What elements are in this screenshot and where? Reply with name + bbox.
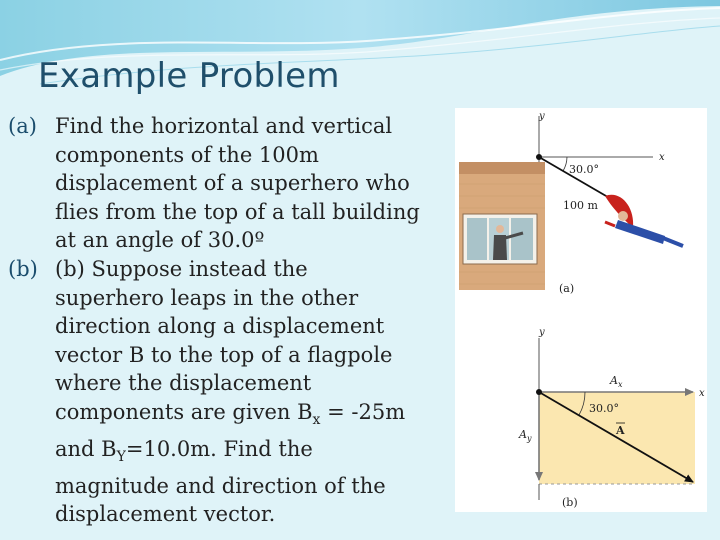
item-text-a: Find the horizontal and vertical components of the 100m displacement of a superhero who flies from the top of a tall building at an angle of 30.0º (55, 114, 420, 253)
ay-label: $A_y$ (519, 428, 532, 443)
angle-label-a: 30.0° (569, 163, 599, 176)
angle-label-b: 30.0° (589, 402, 619, 415)
physics-figure (455, 108, 707, 512)
problem-item-b (8, 255, 428, 529)
figure-a (459, 111, 683, 295)
x-axis-label-b: x (699, 388, 705, 399)
item-text-b-part3: =10.0m. Find the magnitude and direction of the displacement vector. (55, 436, 386, 527)
problem-list (8, 112, 428, 529)
caption-b: (b) (562, 496, 578, 509)
item-text-b-part1: (b) Suppose instead the superhero leaps in the other direction along a displacement vector B to the top of a flagpole where the displacement components are given B (55, 256, 393, 424)
subscript-y: Y (116, 448, 126, 465)
item-label-a: (a) (8, 114, 37, 138)
y-axis-label-b: y (539, 327, 545, 338)
superhero-illustration (605, 195, 683, 246)
item-text-b-part2: = -25m and B (55, 399, 406, 461)
x-axis-label-a: x (659, 152, 665, 163)
problem-item-a (8, 112, 428, 255)
figure-panel (455, 108, 707, 512)
ax-label: $A_x$ (610, 374, 623, 389)
y-axis-label-a: y (539, 111, 545, 122)
angle-arc-a (563, 157, 567, 171)
caption-a: (a) (559, 282, 575, 295)
building-illustration (459, 162, 545, 290)
magnitude-label-a: 100 m (563, 199, 598, 212)
subscript-x: x (312, 412, 321, 429)
slide-title: Example Problem (38, 56, 340, 96)
figure-b (518, 327, 705, 509)
item-text-b (55, 255, 420, 529)
item-label-b: (b) (8, 256, 38, 281)
vector-label-b: A (616, 424, 625, 437)
